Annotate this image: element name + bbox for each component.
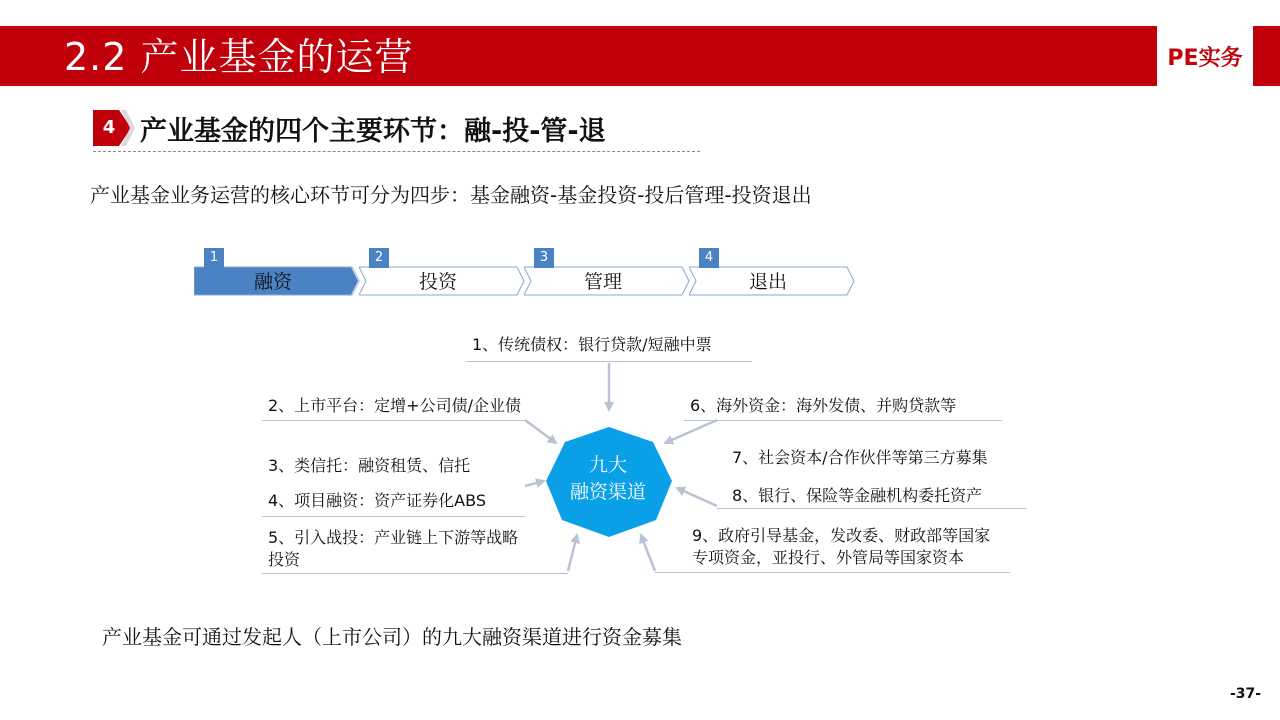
channel-3: 3、类信托：融资租赁、信托 (268, 456, 471, 475)
channel-5-line2: 投资 (268, 550, 301, 569)
intro-text: 产业基金业务运营的核心环节可分为四步：基金融资-基金投资-投后管理-投资退出 (90, 183, 812, 207)
step-number: 3 (534, 248, 554, 268)
brand-text: PE实务 (1167, 45, 1243, 71)
channel-9-line2: 专项资金，亚投行、外管局等国家资本 (692, 548, 965, 567)
channel-1: 1、传统债权：银行贷款/短融中票 (472, 335, 712, 354)
page-title: 2.2 产业基金的运营 (64, 35, 414, 79)
section-number: 4 (102, 117, 116, 138)
step-label: 退出 (748, 271, 787, 293)
channel-7: 7、社会资本/合作伙伴等第三方募集 (732, 448, 988, 467)
channel-1-underline (466, 361, 752, 362)
section-heading: 产业基金的四个主要环节：融-投-管-退 (140, 116, 606, 147)
channel-8: 8、银行、保险等金融机构委托资产 (732, 486, 983, 505)
hub-label (552, 452, 664, 506)
channel-4-underline (262, 516, 525, 517)
step-label: 管理 (583, 271, 622, 293)
channel-5-underline (262, 573, 568, 574)
step-number: 1 (204, 248, 224, 268)
step-number: 4 (699, 248, 719, 268)
step-label: 融资 (253, 271, 292, 293)
closing-text: 产业基金可通过发起人（上市公司）的九大融资渠道进行资金募集 (102, 625, 682, 649)
channel-8-underline (717, 508, 1027, 509)
channel-9-line1: 9、政府引导基金，发改委、财政部等国家 (692, 526, 991, 545)
channel-5-line1: 5、引入战投：产业链上下游等战略 (268, 528, 519, 547)
channel-6-underline (684, 420, 1002, 421)
channel-9-underline (655, 572, 1010, 573)
channel-2-underline (262, 420, 525, 421)
hub-label-line2: 融资渠道 (569, 481, 646, 503)
channel-2: 2、上市平台：定增+公司债/企业债 (268, 396, 521, 415)
channel-6: 6、海外资金：海外发债、并购贷款等 (690, 396, 957, 415)
hub-label-line1: 九大 (588, 454, 627, 476)
page-number: -37- (1230, 686, 1262, 702)
channel-4: 4、项目融资：资产证券化ABS (268, 491, 486, 510)
step-label: 投资 (418, 271, 457, 293)
step-number: 2 (369, 248, 389, 268)
